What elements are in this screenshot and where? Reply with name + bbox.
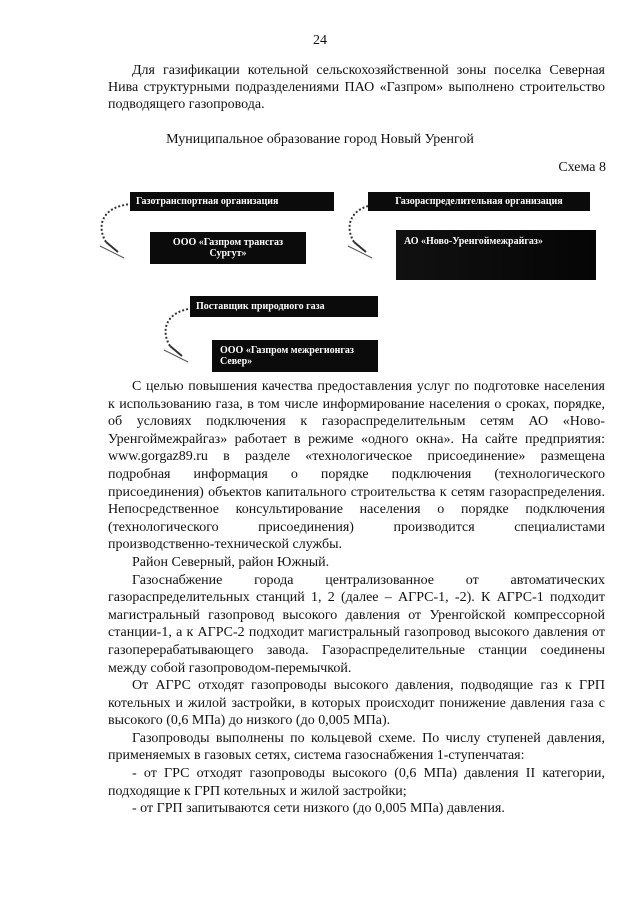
intro-paragraph <box>108 62 605 113</box>
supplier-name-box: ООО «Газпром межрегионгаз Север» <box>212 340 378 372</box>
paragraph: - от ГРС отходят газопроводы высокого (0,6 МПа) давления II категории, подходящие к ГРП котельных и жилой застройки; <box>108 766 605 799</box>
gas-transport-name-box: ООО «Газпром трансгаз Сургут» <box>150 232 306 264</box>
paragraph: С целью повышения качества предоставления услуг по подготовке населения к использованию газа, в том числе информирование населения о сроках, порядке, об условиях подключения к газораспределительным сетям АО «Ново-Уренгоймежрайгаз» работает в режиме «одного окна». На сайте предприятия: www.gorgaz89.ru в разделе «технологическое присоединение» размещена подробная информация о порядке подключения (технологического присоединения) объектов капитального строительства к сетям газораспределения. Непосредственное консультирование населения о порядке подключения (технологического присоединения) производится специалистами производственно-технической службы. <box>108 379 605 553</box>
body-text <box>108 378 605 818</box>
supplier-org-box: Поставщик природного газа <box>190 296 378 317</box>
intro-text: Для газификации котельной сельскохозяйственной зоны поселка Северная Нива структурными подразделениями ПАО «Газпром» выполнено строительство подводящего газопровода. <box>108 63 605 112</box>
paragraph: - от ГРП запитываются сети низкого (до 0,005 МПа) давления. <box>132 801 505 817</box>
gas-distribution-name-box: АО «Ново-Уренгоймежрайгаз» <box>396 230 596 280</box>
gas-distribution-org-box: Газораспределительная организация <box>368 192 590 211</box>
gas-transport-org-box: Газотранспортная организация <box>130 192 334 211</box>
paragraph: Газоснабжение города централизованное от автоматических газораспределительных станций 1, 2 (далее – АГРС-1, -2). К АГРС-1 подходит магистральный газопровод высокого давления от Уренгойской компрессорной станции-1, а к АГРС-2 подходит магистральный газопровод высокого давления от газоперерабатывающего завода. Газораспределительные станции соединены между собой газопроводом-перемычкой. <box>108 572 605 676</box>
paragraph: От АГРС отходят газопроводы высокого давления, подводящие газ к ГРП котельных и жилой застройки, в которых происходит понижение давления газа с высокого (0,6 МПа) до низкого (до 0,005 МПа). <box>108 678 605 729</box>
municipality-title: Муниципальное образование город Новый Уренгой <box>166 132 474 147</box>
paragraph: Газопроводы выполнены по кольцевой схеме. По числу ступеней давления, применяемых в газовых сетях, система газоснабжения 1-ступенчатая: <box>108 730 605 764</box>
paragraph: Район Северный, район Южный. <box>132 554 330 570</box>
scheme-label: Схема 8 <box>558 160 606 175</box>
page-number: 24 <box>313 33 327 48</box>
